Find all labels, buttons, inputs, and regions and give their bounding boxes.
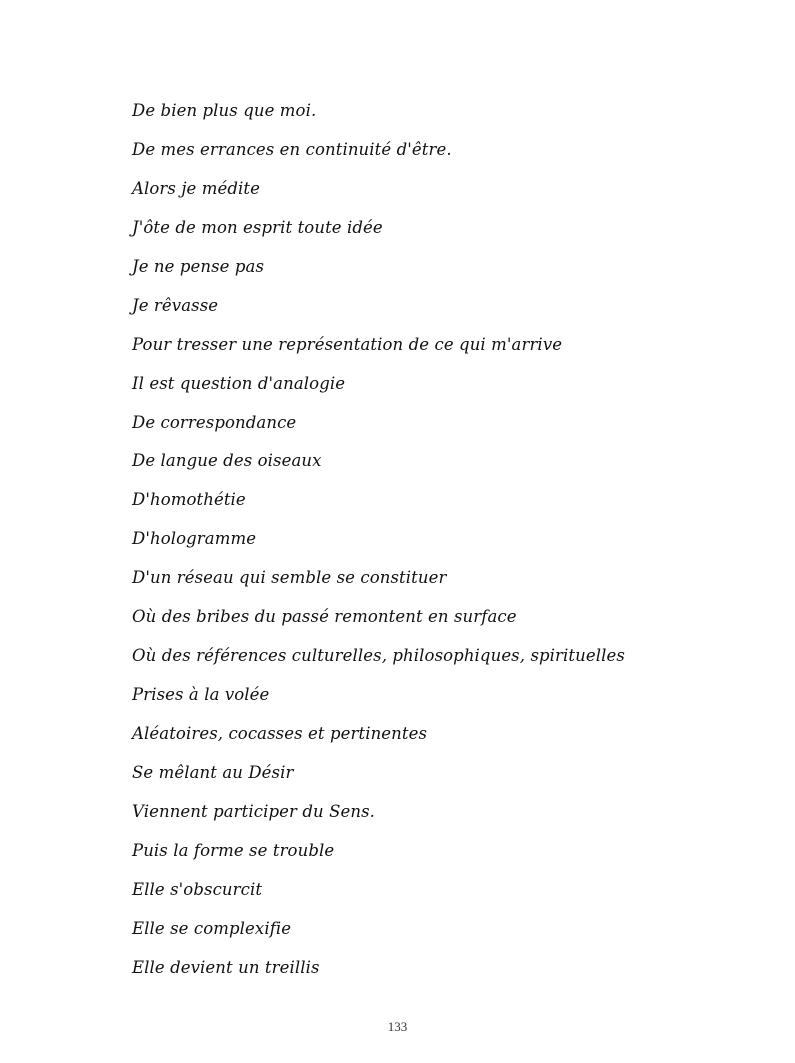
poem-line: Puis la forme se trouble — [132, 840, 335, 860]
poem-line: De langue des oiseaux — [132, 451, 322, 471]
poem-line: De correspondance — [132, 412, 297, 432]
poem-text — [132, 99, 732, 995]
poem-line: De bien plus que moi. — [132, 101, 317, 120]
poem-line: Où des références culturelles, philosophiques, spirituelles — [132, 646, 625, 666]
poem-line: Elle s'obscurcit — [132, 879, 263, 899]
poem-line: Pour tresser une représentation de ce qui m'arrive — [132, 334, 563, 354]
poem-line: Aléatoires, cocasses et pertinentes — [132, 724, 428, 743]
poem-line: De mes errances en continuité d'être. — [132, 139, 452, 159]
poem-line: Alors je médite — [132, 178, 260, 198]
poem-line: D'homothétie — [132, 490, 246, 510]
poem-line: Je rêvasse — [132, 295, 219, 315]
poem-line: Prises à la volée — [132, 685, 270, 705]
poem-line: Viennent participer du Sens. — [132, 801, 376, 821]
poem-line: Où des bribes du passé remontent en surface — [132, 607, 517, 627]
poem-line: J'ôte de mon esprit toute idée — [132, 217, 383, 237]
poem-line: Il est question d'analogie — [132, 373, 346, 393]
poem-line: D'un réseau qui semble se constituer — [132, 568, 447, 588]
poem-line: Se mêlant au Désir — [132, 762, 294, 782]
poem-line: Je ne pense pas — [132, 256, 265, 276]
poem-line: Elle se complexifie — [132, 918, 292, 938]
poem-line: D'hologramme — [132, 529, 257, 549]
poem-line: Elle devient un treillis — [132, 957, 320, 977]
page-number: 133 — [387, 1019, 408, 1034]
